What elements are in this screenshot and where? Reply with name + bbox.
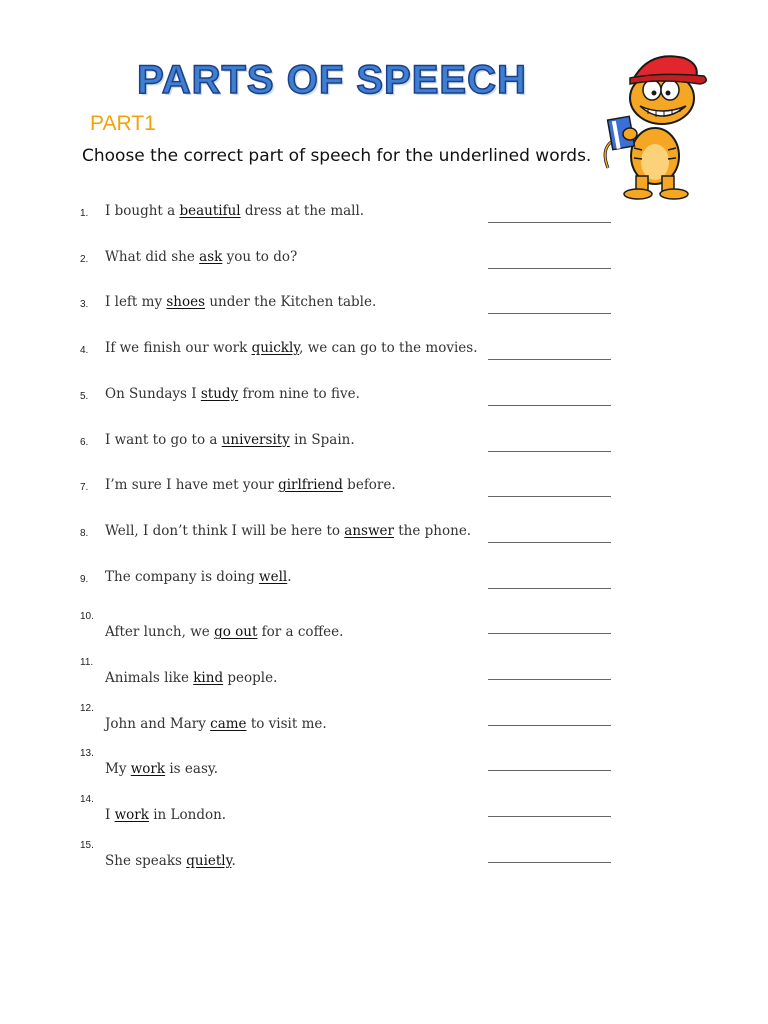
question-number: 11. [80,657,94,668]
question-text-after: from nine to five. [238,385,360,402]
question-text-before: She speaks [105,852,187,869]
question-text-after: , we can go to the movies. [299,340,478,357]
question-text-after: . [287,568,292,585]
answer-blank[interactable] [488,633,611,634]
question-row [0,200,768,230]
question-text [105,340,478,356]
question-text-before: Well, I don’t think I will be here to [105,522,345,539]
underlined-word: go out [214,624,258,641]
answer-blank[interactable] [488,451,611,452]
question-text-after: the phone. [393,522,472,539]
question-text-before: Animals like [105,670,194,686]
question-row [0,794,768,824]
answer-blank[interactable] [488,588,611,589]
underlined-word: ask [199,248,223,265]
question-text-before: I’m sure I have met your [105,477,279,494]
answer-blank[interactable] [488,313,611,314]
underlined-word: work [130,761,166,778]
underlined-word: girlfriend [278,477,343,494]
question-text-after: under the Kitchen table. [205,294,377,311]
underlined-word: shoes [166,294,206,311]
question-text [105,203,364,219]
answer-blank[interactable] [488,496,611,497]
question-row [0,291,768,321]
question-row [0,657,768,687]
question-number: 14. [80,794,94,806]
question-row [0,429,768,459]
question-text [105,624,343,640]
part-label: PART1 [90,112,156,135]
answer-blank[interactable] [488,359,611,360]
question-row [0,840,768,870]
worksheet-title: PARTS OF SPEECH [137,58,527,102]
question-row [0,611,768,641]
question-row [0,337,768,367]
answer-blank[interactable] [488,222,611,223]
question-text-after: for a coffee. [257,624,344,641]
question-text-before: After lunch, we [105,624,215,641]
question-text-after: to visit me. [246,715,327,732]
answer-blank[interactable] [488,725,611,726]
question-text-after: is easy. [165,761,218,778]
question-row [0,520,768,550]
question-text [105,716,327,732]
answer-blank[interactable] [488,542,611,543]
question-text [105,477,396,493]
question-number: 10. [80,611,94,623]
question-row [0,383,768,413]
question-text-before: If we finish our work [105,340,252,357]
question-number: 5. [80,390,89,402]
question-number: 6. [80,436,89,448]
question-number: 13. [80,748,94,760]
answer-blank[interactable] [488,268,611,269]
question-text [105,853,236,869]
question-text [105,670,277,686]
question-number: 4. [80,345,89,357]
question-row [0,474,768,504]
underlined-word: came [210,715,247,732]
question-text-before: I bought a [105,203,180,219]
underlined-word: answer [344,522,394,539]
underlined-word: kind [193,670,224,686]
question-text [105,294,376,310]
question-row [0,566,768,596]
question-number: 3. [80,299,89,311]
underlined-word: study [200,385,239,402]
question-text [105,523,471,539]
instructions: Choose the correct part of speech for the underlined words. [82,146,592,166]
question-text [105,761,218,777]
question-text-after: you to do? [222,248,298,265]
question-number: 1. [80,208,89,219]
question-text [105,249,297,265]
question-number: 7. [80,482,89,494]
question-text-after: in Spain. [289,431,355,448]
question-text-after: before. [342,477,396,494]
question-text [105,432,355,448]
question-text-before: I [105,807,115,824]
question-text-before: My [105,761,131,778]
answer-blank[interactable] [488,405,611,406]
answer-blank[interactable] [488,816,611,817]
question-text-after: dress at the mall. [240,203,365,219]
question-text-before: I want to go to a [105,431,222,448]
question-text [105,569,292,585]
answer-blank[interactable] [488,679,611,680]
question-row [0,703,768,733]
underlined-word: quietly [186,852,232,869]
question-text-before: I left my [105,294,167,311]
underlined-word: work [114,807,149,824]
underlined-word: quickly [251,340,300,357]
question-row [0,748,768,778]
question-number: 15. [80,839,94,851]
question-text [105,386,360,402]
question-text-before: On Sundays I [105,385,201,402]
question-text-before: John and Mary [105,715,211,732]
question-text-before: What did she [105,248,200,265]
answer-blank[interactable] [488,770,611,771]
underlined-word: university [221,431,290,448]
underlined-word: beautiful [179,203,241,219]
underlined-word: well [259,568,288,585]
question-text-after: in London. [148,807,227,824]
answer-blank[interactable] [488,862,611,863]
cartoon-cat-icon [600,48,718,200]
question-text-after: people. [223,670,278,686]
question-text-after: . [231,852,236,869]
question-number: 8. [80,527,89,539]
question-number: 12. [80,702,94,714]
question-text-before: The company is doing [105,568,260,585]
question-row [0,246,768,276]
question-number: 9. [80,573,89,585]
question-number: 2. [80,253,89,265]
question-text [105,807,226,823]
